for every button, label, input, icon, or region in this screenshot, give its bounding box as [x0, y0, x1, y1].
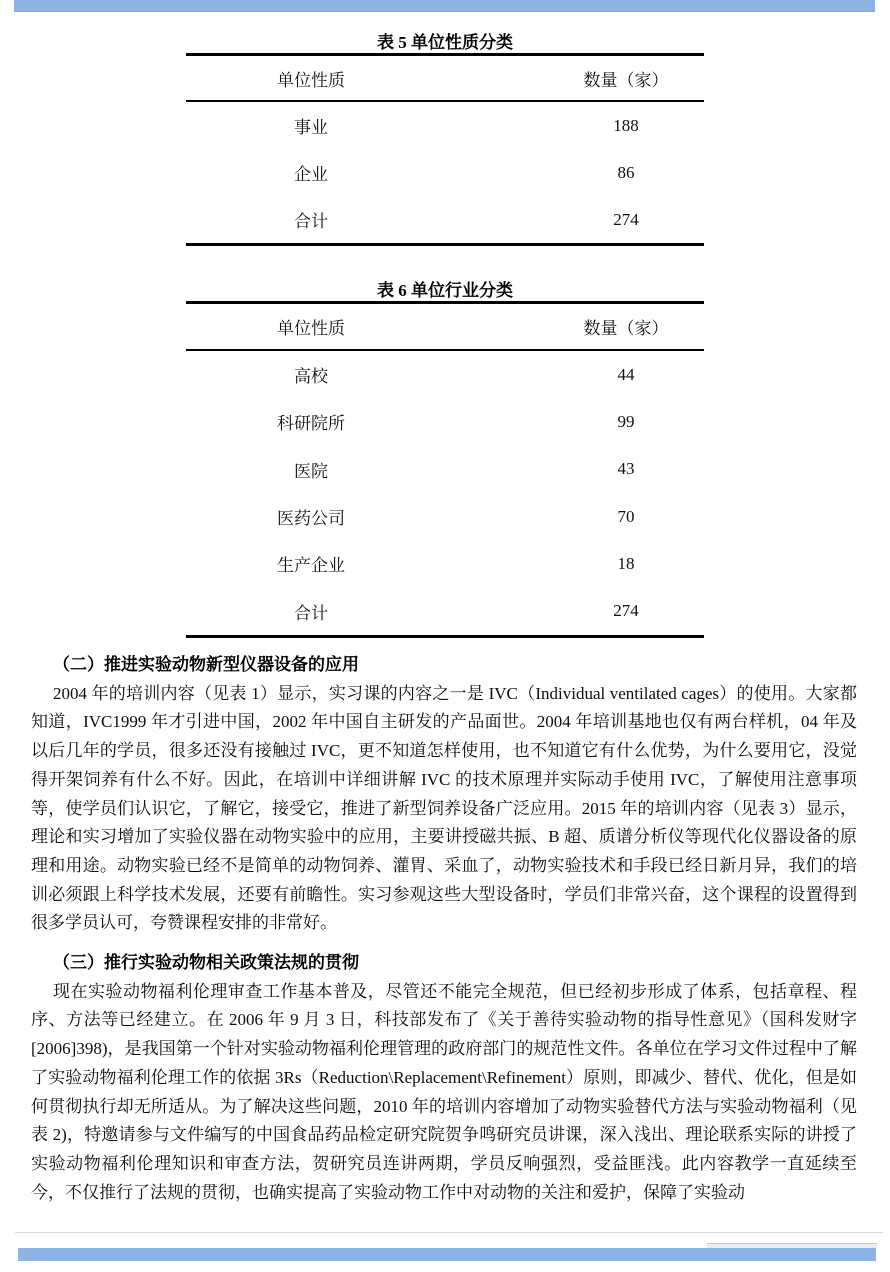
cell-label: 高校 [294, 367, 328, 387]
cell-label: 医药公司 [277, 509, 345, 529]
table-row [186, 493, 704, 540]
cell-value: 274 [613, 209, 639, 229]
table-row [186, 446, 704, 493]
cell-value: 86 [617, 162, 635, 182]
page-bottom-divider [15, 1232, 883, 1233]
table-row [186, 540, 704, 587]
column-header-count: 数量（家） [583, 319, 669, 338]
table-5 [186, 53, 704, 246]
cell-value: 43 [617, 459, 635, 479]
table-row [186, 587, 704, 634]
cell-value: 274 [613, 601, 639, 621]
cell-label: 医院 [294, 461, 328, 481]
table-5-title: 表 5 单位性质分类 [377, 33, 513, 52]
table-row [186, 196, 704, 243]
cell-value: 18 [617, 553, 635, 573]
section-paragraph-3: 现在实验动物福利伦理审查工作基本普及，尽管还不能完全规范，但已经初步形成了体系，包括章程、程序、方法等已经建立。在 2006 年 9 月 3 日，科技部发布了《关于善待实验动物的指导性意见》（国科发财字[2006]398)，是我国第一个针对实验动物福利伦理管理的政府部门的规范性文件。各单位在学习文件过程中了解了实验动物福利伦理工作的依据 3Rs（Reduction\Replacement\Refinement）原则，即减少、替代、优化，但是如何贯彻执行却无所适从。为了解决这些问题，2010 年的培训内容增加了动物实验替代方法与实验动物福利（见表 2)，特邀请参与文件编写的中国食品药品检定研究院贺争鸣研究员讲课，深入浅出、理论联系实际的讲授了实验动物福利伦理知识和审查方法，贺研究员连讲两期，学员反响强烈，受益匪浅。此内容教学一直延续至今，不仅推行了法规的贯彻，也确实提高了实验动物工作中对动物的关注和爱护，保障了实验动 [31, 981, 857, 1202]
table-6-block [186, 281, 704, 638]
column-header-unit-type: 单位性质 [277, 319, 345, 338]
section-heading-2: （二）推进实验动物新型仪器设备的应用 [53, 655, 359, 674]
page-gap-bar-top [14, 0, 875, 12]
column-header-count: 数量（家） [583, 70, 669, 90]
body-text-area [31, 651, 857, 1207]
cell-label: 科研院所 [277, 414, 345, 434]
table-6 [186, 301, 704, 638]
cell-value: 188 [613, 115, 639, 135]
cell-label: 合计 [294, 603, 328, 623]
table-5-header-row [186, 56, 704, 102]
table-5-block [186, 33, 704, 246]
page-gap-bar-bottom [18, 1248, 876, 1261]
table-row [186, 398, 704, 445]
table-row [186, 351, 704, 398]
table-row [186, 149, 704, 196]
section-paragraph-2: 2004 年的培训内容（见表 1）显示，实习课的内容之一是 IVC（Individual ventilated cages）的使用。大家都知道，IVC1999 年才引进中国，2002 年中国自主研发的产品面世。2004 年培训基地也仅有两台样机，04 年及以后几年的学员，很多还没有接触过 IVC，更不知道怎样使用，也不知道它有什么优势，为什么要用它，没觉得开架饲养有什么不好。因此，在培训中详细讲解 IVC 的技术原理并实际动手使用 IVC，了解使用注意事项等，使学员们认识它，了解它，接受它，推进了新型饲养设备广泛应用。2015 年的培训内容（见表 3）显示，理论和实习增加了实验仪器在动物实验中的应用，主要讲授磁共振、B 超、质谱分析仪等现代化仪器设备的原理和用途。动物实验已经不是简单的动物饲养、灌胃、采血了，动物实验技术和手段已经日新月异，我们的培训必须跟上科学技术发展，还要有前瞻性。实习参观这些大型设备时，学员们非常兴奋，这个课程的设置得到很多学员认可，夸赞课程安排的非常好。 [31, 683, 857, 933]
section-heading-3: （三）推行实验动物相关政策法规的贯彻 [53, 953, 359, 973]
cell-value: 70 [617, 506, 635, 526]
cell-value: 44 [617, 364, 635, 384]
cell-label: 合计 [294, 212, 328, 231]
cell-label: 事业 [294, 118, 328, 137]
cell-label: 生产企业 [277, 556, 345, 576]
column-header-unit-type: 单位性质 [277, 70, 345, 90]
table-row [186, 102, 704, 149]
cell-label: 企业 [294, 165, 328, 184]
table-6-title: 表 6 单位行业分类 [377, 281, 513, 300]
table-6-header-row [186, 304, 704, 351]
cell-value: 99 [617, 411, 635, 431]
